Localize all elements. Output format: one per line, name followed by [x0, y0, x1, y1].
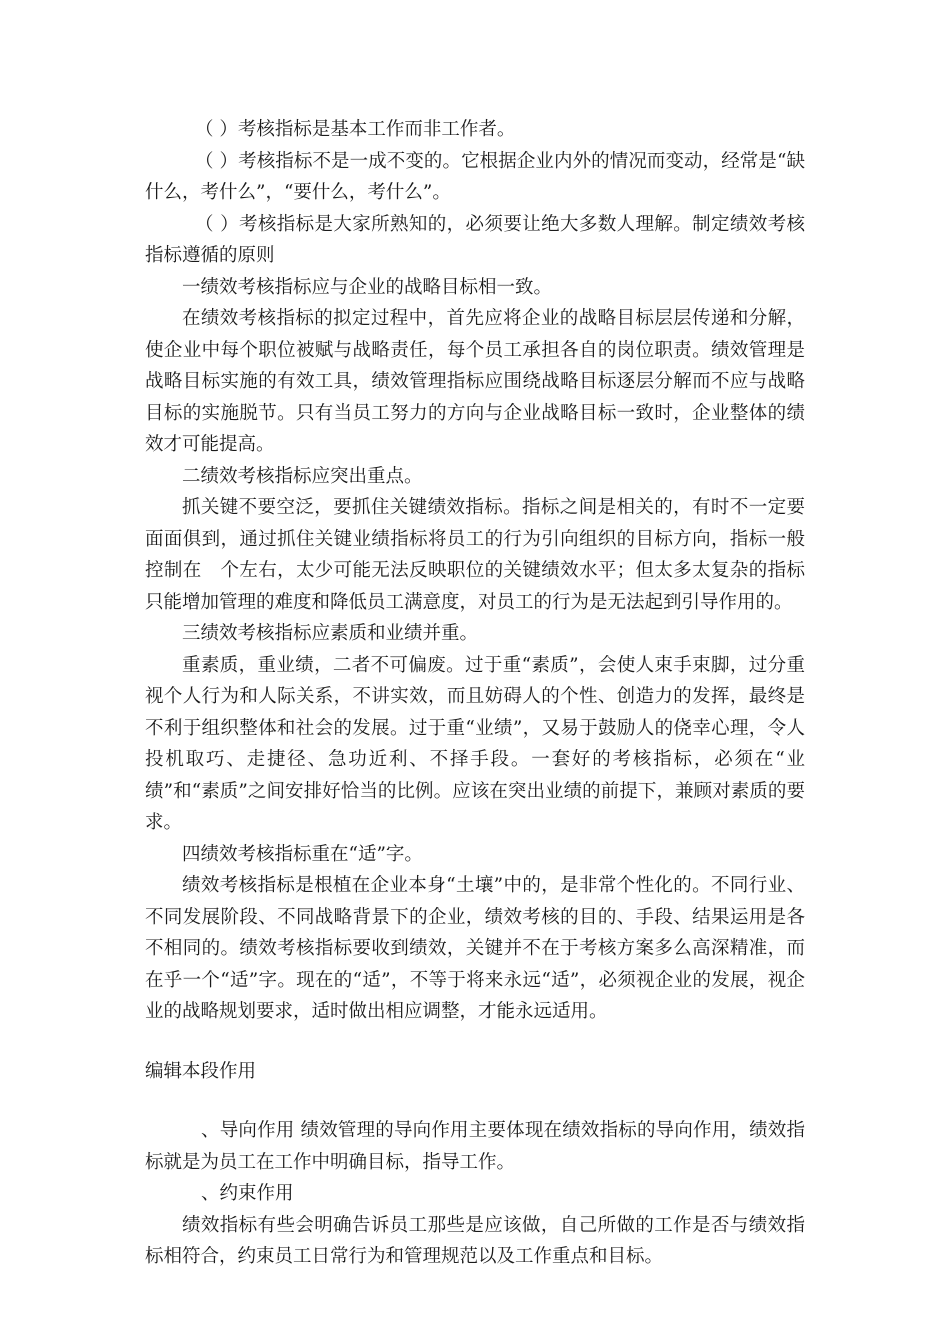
paragraph-principle-three-body: 重素质，重业绩，二者不可偏废。过于重“素质”，会使人束手束脚，过分重视个人行为和人际关系，不讲实效，而且妨碍人的个性、创造力的发挥，最终是不利于组织整体和社会的发展。过于重“业绩”，又易于鼓励人的侥幸心理，令人投机取巧、走捷径、急功近利、不择手段。一套好的考核指标，必须在“业绩”和“素质”之间安排好恰当的比例。应该在突出业绩的前提下，兼顾对素质的要求。 — [145, 654, 805, 833]
heading-principle-three: 三绩效考核指标应素质和业绩并重。 — [182, 623, 479, 644]
paragraph-criterion-basic-work: （ ）考核指标是基本工作而非工作者。 — [195, 119, 516, 140]
paragraph-constraint-function-body: 绩效指标有些会明确告诉员工那些是应该做，自己所做的工作是否与绩效指标相符合，约束员工日常行为和管理规范以及工作重点和目标。 — [145, 1214, 805, 1267]
paragraph-principle-two-body: 抓关键不要空泛，要抓住关键绩效指标。指标之间是相关的，有时不一定要面面俱到，通过抓住关键业绩指标将员工的行为引向组织的目标方向，指标一般控制在 个左右，太少可能无法反映职位的关键绩效水平；但太多太复杂的指标只能增加管理的难度和降低员工满意度，对员工的行为是无法起到引导作用的。 — [145, 497, 805, 613]
paragraph-criterion-changing: （ ）考核指标不是一成不变的。它根据企业内外的情况而变动，经常是“缺什么，考什么”，“要什么，考什么”。 — [145, 150, 805, 203]
heading-principle-two: 二绩效考核指标应突出重点。 — [182, 465, 423, 487]
heading-principle-one: 一绩效考核指标应与企业的战略目标相一致。 — [182, 276, 553, 298]
heading-principle-four: 四绩效考核指标重在“适”字。 — [182, 843, 423, 865]
heading-constraint-function: 、约束作用 — [201, 1183, 294, 1204]
document-body — [145, 114, 805, 1273]
section-heading-function: 编辑本段作用 — [145, 1060, 257, 1082]
paragraph-criterion-known: （ ）考核指标是大家所熟知的，必须要让绝大多数人理解。制定绩效考核指标遵循的原则 — [145, 213, 805, 266]
paragraph-principle-one-body: 在绩效考核指标的拟定过程中，首先应将企业的战略目标层层传递和分解，使企业中每个职位被赋与战略责任，每个员工承担各自的岗位职责。绩效管理是战略目标实施的有效工具，绩效管理指标应围绕战略目标逐层分解而不应与战略目标的实施脱节。只有当员工努力的方向与企业战略目标一致时，企业整体的绩效才可能提高。 — [145, 308, 805, 455]
paragraph-principle-four-body: 绩效考核指标是根植在企业本身“土壤”中的，是非常个性化的。不同行业、不同发展阶段、不同战略背景下的企业，绩效考核的目的、手段、结果运用是各不相同的。绩效考核指标要收到绩效，关键并不在于考核方案多么高深精准，而在乎一个“适”字。现在的“适”，不等于将来永远“适”，必须视企业的发展，视企业的战略规划要求，适时做出相应调整，才能永远适用。 — [145, 875, 805, 1022]
paragraph-guiding-function: 、导向作用 绩效管理的导向作用主要体现在绩效指标的导向作用，绩效指标就是为员工在工作中明确目标，指导工作。 — [145, 1120, 805, 1173]
